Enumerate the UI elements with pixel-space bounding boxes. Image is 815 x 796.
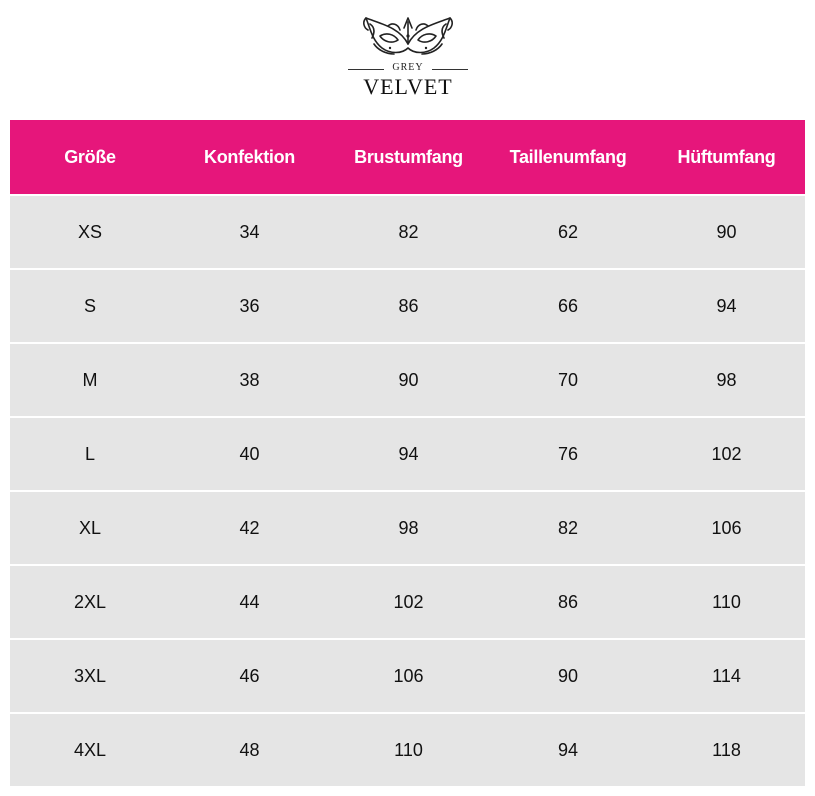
- table-row: [10, 194, 805, 268]
- table-row: [10, 416, 805, 490]
- header-taillenumfang: Taillenumfang: [509, 146, 627, 167]
- cell-size: XL: [78, 517, 102, 538]
- cell-brustumfang: 82: [398, 221, 419, 242]
- table-row: [10, 342, 805, 416]
- cell-size: 3XL: [73, 665, 107, 686]
- cell-taillenumfang: 70: [557, 369, 579, 390]
- cell-size: M: [82, 369, 98, 390]
- cell-brustumfang: 110: [394, 739, 423, 760]
- cell-hueftumfang: 110: [712, 591, 741, 612]
- brand-logo: [346, 14, 470, 104]
- cell-hueftumfang: 106: [711, 517, 742, 538]
- cell-konfektion: 46: [239, 665, 260, 686]
- cell-size: L: [84, 443, 95, 464]
- cell-taillenumfang: 76: [557, 443, 579, 464]
- table-row: [10, 490, 805, 564]
- cell-taillenumfang: 82: [557, 517, 579, 538]
- cell-taillenumfang: 90: [557, 665, 579, 686]
- table-row: [10, 638, 805, 712]
- header-groesse: Größe: [64, 146, 116, 167]
- cell-size: 2XL: [73, 591, 107, 612]
- cell-brustumfang: 102: [393, 591, 424, 612]
- cell-hueftumfang: 102: [711, 443, 742, 464]
- cell-hueftumfang: 94: [716, 295, 737, 316]
- table-row: [10, 268, 805, 342]
- cell-size: XS: [77, 221, 102, 242]
- table-header-row: [10, 120, 805, 194]
- cell-konfektion: 40: [239, 443, 260, 464]
- cell-size: S: [83, 295, 96, 316]
- cell-hueftumfang: 118: [712, 739, 741, 760]
- cell-konfektion: 36: [239, 295, 260, 316]
- brand-name-bottom: VELVET: [363, 74, 453, 99]
- table-row: [10, 712, 805, 786]
- cell-konfektion: 44: [239, 591, 260, 612]
- header-hueftumfang: Hüftumfang: [677, 146, 776, 167]
- cell-brustumfang: 90: [398, 369, 419, 390]
- header-brustumfang: Brustumfang: [354, 146, 463, 167]
- cell-size: 4XL: [73, 739, 107, 760]
- table-row: [10, 564, 805, 638]
- cell-brustumfang: 98: [398, 517, 419, 538]
- cell-konfektion: 34: [239, 221, 260, 242]
- header-konfektion: Konfektion: [204, 146, 295, 167]
- cell-taillenumfang: 86: [557, 591, 579, 612]
- cell-hueftumfang: 98: [716, 369, 737, 390]
- cell-taillenumfang: 62: [557, 221, 579, 242]
- size-chart-table: [10, 120, 805, 786]
- cell-brustumfang: 86: [398, 295, 419, 316]
- cell-konfektion: 42: [239, 517, 260, 538]
- cell-taillenumfang: 66: [557, 295, 579, 316]
- cell-taillenumfang: 94: [557, 739, 579, 760]
- masquerade-mask-icon: [360, 14, 456, 64]
- cell-konfektion: 38: [239, 369, 260, 390]
- cell-brustumfang: 94: [398, 443, 419, 464]
- cell-konfektion: 48: [239, 739, 260, 760]
- brand-name-top: GREY: [346, 62, 470, 73]
- cell-hueftumfang: 90: [716, 221, 737, 242]
- cell-hueftumfang: 114: [712, 665, 741, 686]
- cell-brustumfang: 106: [393, 665, 424, 686]
